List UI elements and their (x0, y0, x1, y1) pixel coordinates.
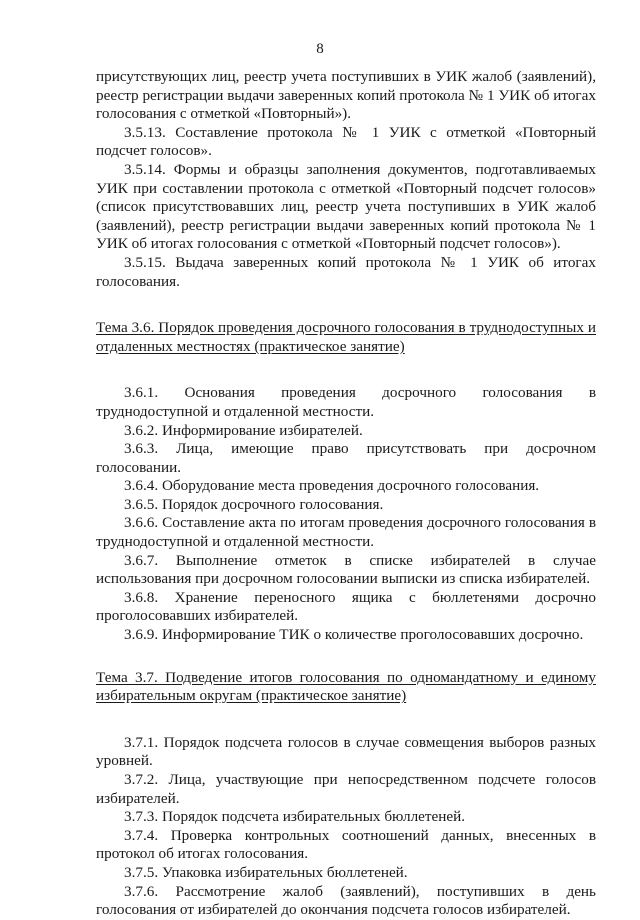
item-3-5-14: 3.5.14. Формы и образцы заполнения документов, подготавливаемых УИК при составлении протокола с отметкой «Повторный подсчет голосов» (список присутствовавших лиц, реестр учета поступивших в УИК жалоб (заявлений), реестр регистрации выдачи заверенных копий протокола № 1 УИК об итогах голосования с отметкой «Повторный подсчет голосов»). (96, 160, 596, 253)
item-3-7-3: 3.7.3. Порядок подсчета избирательных бюллетеней. (124, 808, 466, 826)
document-body (96, 68, 596, 920)
item-3-7-6: 3.7.6. Рассмотрение жалоб (заявлений), поступивших в день голосования от избирателей до окончания подсчета голосов избирателей. (96, 882, 596, 919)
item-3-7-1: 3.7.1. Порядок подсчета голосов в случае совмещения выборов разных уровней. (96, 733, 596, 770)
item-3-6-1: 3.6.1. Основания проведения досрочного голосования в труднодоступной и отдаленной местности. (96, 384, 596, 420)
item-3-6-8: 3.6.8. Хранение переносного ящика с бюллетенями досрочно проголосовавших избирателей. (96, 588, 596, 625)
paragraph-continuation: присутствующих лиц, реестр учета поступивших в УИК жалоб (заявлений), реестр регистрации выдачи заверенных копий протокола № 1 УИК об итогах голосования с отметкой «Повторный»). (96, 68, 596, 123)
item-3-6-4: 3.6.4. Оборудование места проведения досрочного голосования. (124, 477, 540, 495)
item-3-6-2: 3.6.2. Информирование избирателей. (124, 421, 363, 439)
item-3-7-5: 3.7.5. Упаковка избирательных бюллетеней. (124, 863, 408, 881)
topic-3-7-heading: Тема 3.7. Подведение итогов голосования по одномандатному и единому избирательным округам (практическое занятие) (96, 668, 596, 705)
item-3-7-4: 3.7.4. Проверка контрольных соотношений данных, внесенных в протокол об итогах голосования. (96, 826, 596, 863)
item-3-6-7: 3.6.7. Выполнение отметок в списке избирателей в случае использования при досрочном голосовании выписки из списка избирателей. (96, 551, 596, 588)
item-3-6-5: 3.6.5. Порядок досрочного голосования. (124, 495, 384, 513)
item-3-6-9: 3.6.9. Информирование ТИК о количестве проголосовавших досрочно. (124, 626, 584, 644)
item-3-6-6: 3.6.6. Составление акта по итогам проведения досрочного голосования в труднодоступной и отдаленной местности. (96, 514, 596, 551)
item-3-5-13: 3.5.13. Составление протокола № 1 УИК с отметкой «Повторный подсчет голосов». (96, 123, 596, 160)
item-3-6-3: 3.6.3. Лица, имеющие право присутствовать при досрочном голосовании. (96, 440, 596, 476)
page-number: 8 (316, 41, 324, 57)
item-3-5-15: 3.5.15. Выдача заверенных копий протокола № 1 УИК об итогах голосования. (96, 253, 596, 290)
item-3-7-2: 3.7.2. Лица, участвующие при непосредственном подсчете голосов избирателей. (96, 771, 596, 807)
topic-3-6-heading: Тема 3.6. Порядок проведения досрочного голосования в труднодоступных и отдаленных местностях (практическое занятие) (96, 319, 596, 355)
